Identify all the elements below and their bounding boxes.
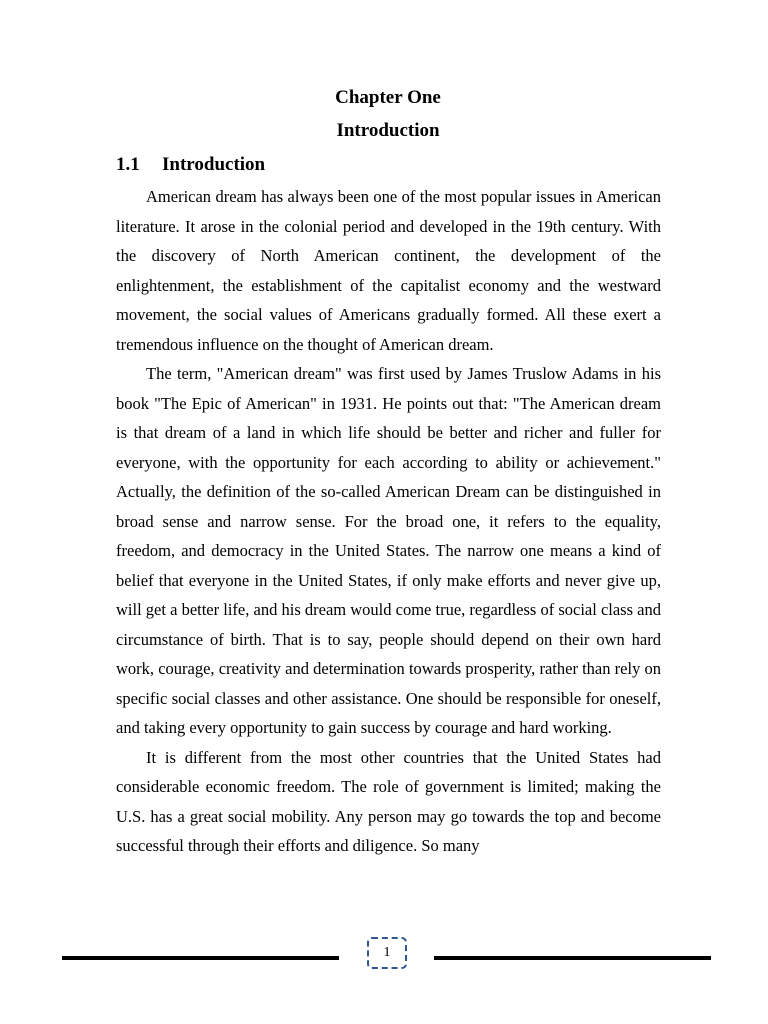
chapter-title: Chapter One <box>335 87 441 108</box>
section-heading <box>116 153 265 177</box>
chapter-subtitle: Introduction <box>336 120 440 141</box>
page-number: 1 <box>367 937 407 969</box>
paragraph-1: American dream has always been one of the most popular issues in American literature. It arose in the colonial period and developed in the 19th century. With the discovery of North American continent, the development of the enlightenment, the establishment of the capitalist economy and the westward movement, the social values of Americans gradually formed. All these exert a tremendous influence on the thought of American dream. <box>116 187 661 354</box>
body-text <box>116 182 661 861</box>
section-title: Introduction <box>162 154 266 175</box>
footer-rule-right <box>434 956 711 960</box>
footer-rule-left <box>62 956 339 960</box>
paragraph-3: It is different from the most other countries that the United States had considerable economic freedom. The role of government is limited; making the U.S. has a great social mobility. Any person may go towards the top and become successful through their efforts and diligence. So many <box>116 747 661 855</box>
paragraph-2: The term, "American dream" was first used by James Truslow Adams in his book "The Epic of American" in 1931. He points out that: "The American dream is that dream of a land in which life should be better and richer and fuller for everyone, with the opportunity for each according to ability or achievement." Actually, the definition of the so-called American Dream can be distinguished in broad sense and narrow sense. For the broad one, it refers to the equality, freedom, and democracy in the United States. The narrow one means a kind of belief that everyone in the United States, if only make efforts and never give up, will get a better life, and his dream would come true, regardless of social class and circumstance of birth. That is to say, people should depend on their own hard work, courage, creativity and determination towards prosperity, rather than rely on specific social classes and other assistance. One should be responsible for oneself, and taking every opportunity to gain success by courage and hard working. <box>116 364 661 737</box>
section-number: 1.1 <box>116 154 140 175</box>
